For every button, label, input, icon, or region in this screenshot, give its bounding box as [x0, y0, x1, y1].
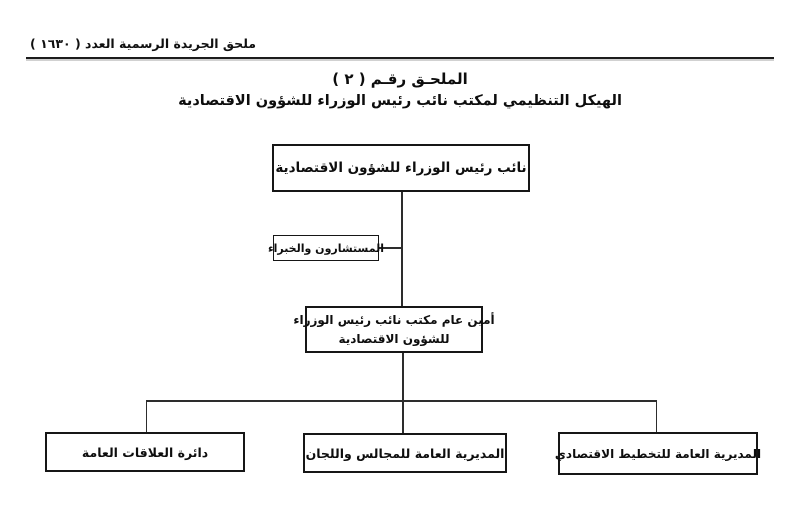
org-box-deputy-prime-minister	[272, 144, 530, 192]
org-box-secretary-general	[293, 306, 495, 353]
annex-title: الملحـق رقـم ( ٢ )	[332, 70, 468, 88]
org-box-public-relations-department	[45, 432, 245, 472]
connector-secretary-to-bus	[402, 353, 404, 400]
org-box-secretary-general-line1: أمين عام مكتب نائب رئيس الوزراء	[293, 312, 495, 327]
org-box-advisors-experts-label: المستشارون والخبراء	[267, 241, 385, 255]
org-box-councils-committees-directorate	[303, 433, 507, 473]
org-box-advisors-experts	[267, 235, 385, 261]
org-box-deputy-prime-minister-label: نائب رئيس الوزراء للشؤون الاقتصادية	[275, 160, 527, 176]
header-divider	[26, 57, 774, 59]
connector-root-to-secretary	[401, 192, 403, 306]
org-box-public-relations-label: دائرة العلاقات العامة	[81, 444, 209, 460]
chart-title: الهيكل التنظيمي لمكتب نائب رئيس الوزراء للشؤون الاقتصادية	[178, 93, 622, 109]
gazette-header-text: ملحق الجريدة الرسمية العدد ( ١٦٣٠ )	[30, 36, 257, 51]
org-box-councils-committees-label: المديرية العامة للمجالس واللجان	[305, 445, 505, 461]
connector-drop-center	[402, 400, 404, 433]
connector-drop-right	[656, 400, 658, 432]
connector-drop-left	[146, 400, 148, 432]
org-box-economic-planning-directorate	[554, 432, 762, 475]
org-box-secretary-general-line2: للشؤون الاقتصادية	[338, 331, 450, 346]
org-box-economic-planning-label: المديرية العامة للتخطيط الاقتصادي	[554, 446, 762, 461]
